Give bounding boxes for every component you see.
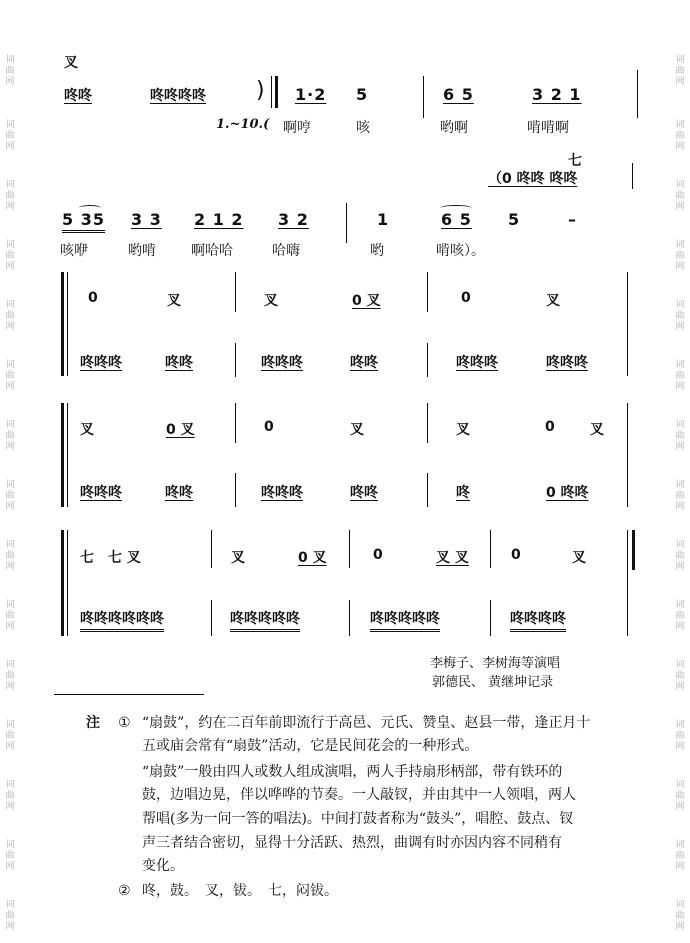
line2-note-6: 6 5	[441, 210, 472, 229]
barline	[627, 272, 628, 376]
intro-perc-1: 咚咚	[64, 88, 92, 104]
intro-lyric-1: 啊哼	[283, 120, 311, 136]
system-bracket	[61, 403, 64, 507]
s3-top-4: 0	[373, 547, 383, 563]
s1-bot-4: 咚咚	[350, 355, 378, 371]
margin-watermark: 词 曲 网	[675, 660, 685, 692]
footnote-1-line-5: 帮唱(多为一问一答的唱法)。中间打鼓者称为“鼓头”，唱腔、鼓点、钗	[142, 811, 574, 827]
barline	[423, 76, 424, 118]
s2-top-5: 叉	[456, 422, 470, 438]
barline	[427, 343, 428, 377]
margin-watermark: 词 曲 网	[675, 540, 685, 572]
line2-note-4: 3 2	[278, 210, 309, 229]
footnote-1-line-4: 鼓，边唱边晃，伴以哗哗的节奏。一人敲钗，并由其中一人领唱，两人	[142, 787, 576, 803]
s2-bot-1: 咚咚咚	[80, 485, 122, 501]
intro-note-3: 6 5	[443, 85, 474, 104]
barline	[235, 403, 236, 443]
line2-lyric-1: 咳咿	[60, 243, 88, 259]
barline	[211, 530, 212, 568]
s1-top-4: 0 叉	[352, 293, 381, 309]
barline	[427, 473, 428, 507]
s3-top-1: 七 七 叉	[80, 550, 141, 566]
line2-lyric-2: 哟啃	[128, 243, 156, 259]
s1-top-3: 叉	[264, 293, 278, 309]
system-bracket	[61, 272, 64, 376]
margin-watermark: 词 曲 网	[5, 480, 15, 512]
line2-lyric-3: 啊哈哈	[191, 243, 233, 259]
barline	[627, 530, 628, 636]
barline	[490, 600, 491, 636]
line2-note-5: 1	[377, 210, 390, 229]
s2-bot-2: 咚咚	[165, 485, 193, 501]
s1-bot-6: 咚咚咚	[546, 355, 588, 371]
barline	[427, 403, 428, 443]
margin-watermark: 词 曲 网	[675, 180, 685, 212]
footnote-divider	[54, 694, 204, 695]
footnote-1-line-7: 变化。	[142, 858, 184, 874]
end-barline	[632, 530, 635, 570]
line2-note-8: –	[568, 210, 577, 229]
s1-top-5: 0	[461, 290, 471, 306]
cue-top: 七	[568, 153, 582, 169]
footnote-1-line-1: “扇鼓”，约在二百年前即流行于高邑、元氏、赞皇、赵县一带，逢正月十	[142, 715, 591, 731]
line2-note-1: 5 35	[62, 210, 105, 233]
line2-lyric-5: 哟	[370, 243, 384, 259]
s2-bot-4: 咚咚	[350, 485, 378, 501]
margin-watermark: 词 曲 网	[675, 240, 685, 272]
barline	[637, 70, 638, 118]
intro-note-2: 5	[356, 85, 369, 104]
s1-top-6: 叉	[546, 293, 560, 309]
barline	[490, 530, 491, 568]
margin-watermark: 词 曲 网	[675, 780, 685, 812]
barline	[632, 163, 633, 189]
margin-watermark: 词 曲 网	[5, 300, 15, 332]
s2-top-1: 叉	[80, 422, 94, 438]
intro-lyric-2: 咳	[356, 120, 370, 136]
s3-bot-4: 咚咚咚咚	[510, 608, 566, 632]
line2-note-3: 2 1 2	[194, 210, 244, 229]
footnote-label: 注	[86, 715, 100, 731]
barline	[235, 343, 236, 377]
barline	[271, 76, 272, 108]
margin-watermark: 词 曲 网	[675, 900, 685, 932]
s2-top-4: 叉	[350, 422, 364, 438]
intro-note-4: 3 2 1	[532, 85, 582, 104]
margin-watermark: 词 曲 网	[675, 360, 685, 392]
margin-watermark: 词 曲 网	[5, 540, 15, 572]
repeat-barline	[275, 76, 278, 108]
margin-watermark: 词 曲 网	[675, 840, 685, 872]
footnote-1-line-6: 声三者结合密切，显得十分活跃、热烈，曲调有时亦因内容不同稍有	[142, 835, 562, 851]
s3-top-3: 0 叉	[298, 550, 327, 566]
intro-perc-2: 咚咚咚咚	[150, 88, 206, 104]
margin-watermark: 词 曲 网	[675, 600, 685, 632]
s3-top-5: 叉 叉	[436, 550, 469, 566]
line2-note-2: 3 3	[131, 210, 162, 229]
line2-note-7: 5	[508, 210, 521, 229]
s3-top-7: 叉	[572, 550, 586, 566]
s1-bot-1: 咚咚咚	[80, 355, 122, 371]
credits-performers: 李梅子、李树海等演唱	[430, 656, 561, 671]
repeat-paren: )	[256, 78, 265, 103]
system-barline	[67, 403, 68, 507]
margin-watermark: 词 曲 网	[675, 720, 685, 752]
intro-lyric-4: 啃啃啊	[527, 120, 569, 136]
margin-watermark: 词 曲 网	[5, 360, 15, 392]
barline	[349, 530, 350, 568]
s3-top-2: 叉	[231, 550, 245, 566]
s2-bot-3: 咚咚咚	[261, 485, 303, 501]
footnote-2-marker: ②	[118, 883, 131, 899]
margin-watermark: 词 曲 网	[675, 120, 685, 152]
margin-watermark: 词 曲 网	[675, 300, 685, 332]
s1-top-2: 叉	[167, 293, 181, 309]
margin-watermark: 词 曲 网	[675, 420, 685, 452]
barline	[235, 473, 236, 507]
barline	[427, 272, 428, 312]
margin-watermark: 词 曲 网	[5, 55, 15, 87]
intro-lyric-lead: 1.~10.(	[216, 117, 270, 132]
barline	[349, 600, 350, 636]
s2-bot-5: 咚	[456, 485, 470, 501]
s1-top-1: 0	[88, 290, 98, 306]
margin-watermark: 词 曲 网	[5, 660, 15, 692]
s2-top-6: 0	[545, 419, 555, 435]
margin-watermark: 词 曲 网	[5, 420, 15, 452]
margin-watermark: 词 曲 网	[5, 180, 15, 212]
s3-bot-1: 咚咚咚咚咚咚	[80, 608, 164, 632]
margin-watermark: 词 曲 网	[5, 840, 15, 872]
system-barline	[67, 272, 68, 376]
margin-watermark: 词 曲 网	[5, 120, 15, 152]
barline	[346, 203, 347, 243]
s3-bot-2: 咚咚咚咚咚	[230, 608, 300, 632]
line2-lyric-6: 啃咳）。	[436, 243, 485, 259]
margin-watermark: 词 曲 网	[675, 480, 685, 512]
s1-bot-5: 咚咚咚	[456, 355, 498, 371]
s3-bot-3: 咚咚咚咚咚	[370, 608, 440, 632]
margin-watermark: 词 曲 网	[5, 720, 15, 752]
s3-top-6: 0	[511, 547, 521, 563]
barline	[211, 600, 212, 636]
line2-lyric-4: 哈嗨	[272, 243, 300, 259]
footnote-1-line-3: “扇鼓”一般由四人或数人组成演唱，两人手持扇形柄部，带有铁环的	[142, 764, 563, 780]
s2-bot-6: 0 咚咚	[546, 485, 589, 501]
credits-recorders: 郭德民、 黄继坤记录	[432, 675, 554, 690]
margin-watermark: 词 曲 网	[5, 780, 15, 812]
footnote-2-text: 咚，鼓。 叉，钹。 七，闷钹。	[142, 883, 338, 899]
barline	[627, 403, 628, 507]
footnote-1-line-2: 五或庙会常有“扇鼓”活动，它是民间花会的一种形式。	[142, 738, 479, 754]
s1-bot-2: 咚咚	[165, 355, 193, 371]
margin-watermark: 词 曲 网	[5, 900, 15, 932]
margin-watermark: 词 曲 网	[5, 240, 15, 272]
s2-top-3: 0	[264, 419, 274, 435]
intro-lyric-3: 哟啊	[440, 120, 468, 136]
s2-top-2: 0 叉	[166, 422, 195, 438]
system-barline	[67, 530, 68, 636]
cue-perc: （0 咚咚 咚咚	[488, 171, 578, 187]
footnote-1-marker: ①	[118, 715, 131, 731]
s1-bot-3: 咚咚咚	[261, 355, 303, 371]
margin-watermark: 词 曲 网	[675, 55, 685, 87]
margin-watermark: 词 曲 网	[5, 600, 15, 632]
barline	[235, 272, 236, 312]
system-bracket	[61, 530, 64, 636]
intro-top-perc: 叉	[64, 55, 78, 71]
intro-note-1: 1·2	[295, 85, 327, 104]
s2-top-7: 叉	[590, 422, 604, 438]
